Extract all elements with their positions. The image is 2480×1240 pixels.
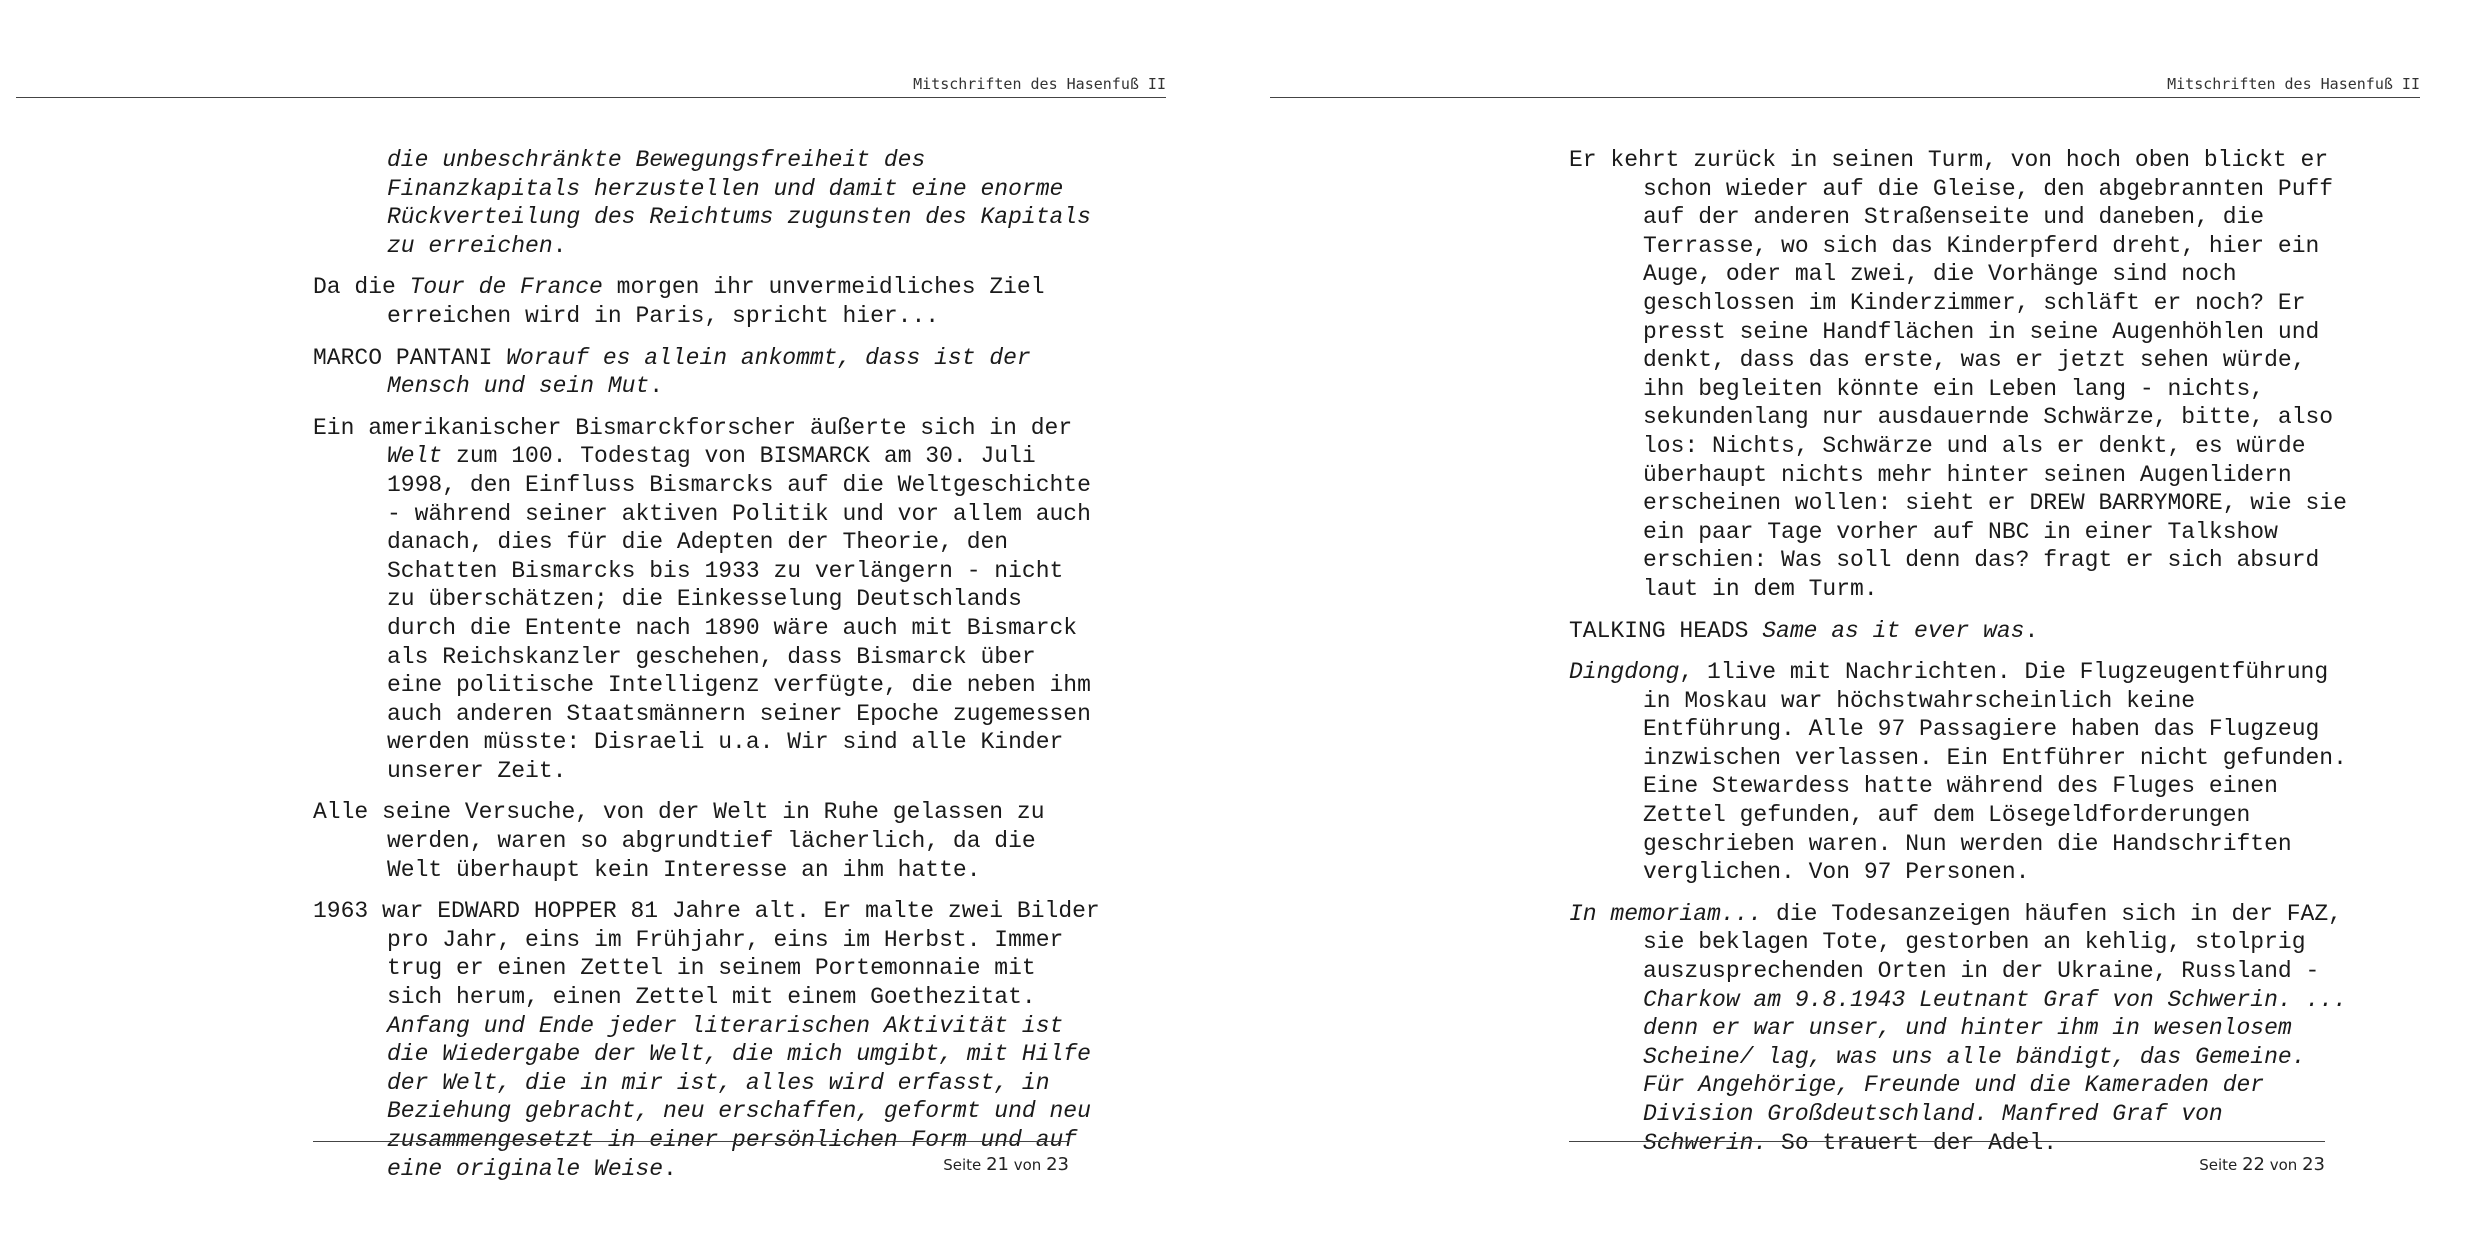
page-footer <box>313 1154 1069 1175</box>
text-run: Alle seine Versuche, von der Welt in Ruhe gelassen zu werden, waren so abgrundtief lächerlich, da die Welt überhaupt kein Interesse an ihm hatte. <box>313 799 1045 883</box>
running-head: Mitschriften des Hasenfuß II <box>2167 75 2420 93</box>
page-total: 23 <box>2302 1154 2325 1175</box>
text-run: 1963 war EDWARD HOPPER 81 Jahre alt. Er malte zwei Bilder pro Jahr, eins im Frühjahr, eins im Herbst. Immer trug er einen Zettel in seinem Portemonnaie mit sich herum, einen Zettel mit einem Goethezitat. <box>313 898 1100 1011</box>
footer-rule <box>313 1141 1069 1142</box>
paragraph <box>313 146 1103 260</box>
running-head: Mitschriften des Hasenfuß II <box>913 75 1166 93</box>
text-run: . <box>2024 617 2039 644</box>
paragraph <box>1569 900 2359 1157</box>
footer-of: von <box>1013 1156 1042 1174</box>
italic-text: Dingdong <box>1569 659 1680 686</box>
page-number: 21 <box>986 1154 1009 1175</box>
page-footer <box>1569 1154 2325 1175</box>
footer-rule <box>1569 1141 2325 1142</box>
footer-prefix: Seite <box>2199 1156 2238 1174</box>
italic-text: In memoriam... <box>1569 900 1763 927</box>
paragraph <box>313 273 1103 330</box>
text-run: die Todesanzeigen häufen sich in der FAZ, sie beklagen Tote, gestorben an kehlig, stolprig auszusprechenden Orten in der Ukraine, Russland - <box>1643 900 2342 985</box>
footer-of: von <box>2269 1156 2298 1174</box>
page-number: 22 <box>2242 1154 2265 1175</box>
italic-text: Same as it ever was <box>1762 617 2025 644</box>
text-run: . <box>649 373 664 400</box>
paragraph <box>313 344 1103 401</box>
paragraph <box>313 414 1103 786</box>
page-total: 23 <box>1046 1154 1069 1175</box>
right-page <box>1240 0 2480 1240</box>
italic-text: die unbeschränkte Bewegungsfreiheit des Finanzkapitals herzustellen und damit eine enorme Rückverteilung des Reichtums zugunsten des Kapitals zu erreichen <box>387 147 1091 259</box>
paragraph <box>1569 617 2359 646</box>
page-body <box>1569 146 2359 1170</box>
text-run: TALKING HEADS <box>1569 617 1763 644</box>
text-run: . <box>552 232 567 259</box>
italic-text: Tour de France <box>409 274 603 301</box>
paragraph <box>1569 658 2359 887</box>
italic-text: Charkow am 9.8.1943 Leutnant Graf von Schwerin. ... denn er war unser, und hinter ihm in wesenlosem Scheine/ lag, was uns alle bändigt, das Gemeine. Für Angehörige, Freunde und die Kameraden der Division Großdeutschland. Manfred Graf von Schwerin. <box>1643 986 2347 1156</box>
text-run: Er kehrt zurück in seinen Turm, von hoch oben blickt er schon wieder auf die Gleise, den abgebrannten Puff auf der anderen Straßenseite und daneben, die Terrasse, wo sich das Kinderpferd dreht, hier ein Auge, oder mal zwei, die Vorhänge sind noch geschlossen im Kinderzimmer, schläft er noch? Er presst seine Handflächen in seine Augenhöhlen und denkt, dass das erste, was er jetzt sehen würde, ihn begleiten könnte ein Leben lang - nichts, sekundenlang nur ausdauernde Schwärze, bitte, also los: Nichts, Schwärze und als er denkt, es würde überhaupt nichts mehr hinter seinen Augenlidern erscheinen wollen: sieht er DREW BARRYMORE, wie sie ein paar Tage vorher auf NBC in einer Talkshow erschien: Was soll denn das? fragt er sich absurd laut in dem Turm. <box>1569 147 2347 602</box>
footer-prefix: Seite <box>943 1156 982 1174</box>
text-run: morgen ihr unvermeidliches Ziel erreichen wird in Paris, spricht hier... <box>387 274 1045 329</box>
italic-text: Anfang und Ende jeder literarischen Aktivität ist die Wiedergabe der Welt, die mich umgibt, mit Hilfe der Welt, die in mir ist, alles wird erfasst, in Beziehung gebracht, neu erschaffen, geformt und neu zusammengesetzt in einer persönlichen Form und auf eine originale Weise <box>387 1012 1091 1182</box>
header-rule <box>16 97 1166 98</box>
page-body <box>313 146 1103 1196</box>
text-run: , 1live mit Nachrichten. Die Flugzeugentführung in Moskau war höchstwahrscheinlich keine Entführung. Alle 97 Passagiere haben das Flugzeug inzwischen verlassen. Ein Entführer nicht gefunden. Eine Stewardess hatte während des Fluges einen Zettel gefunden, auf dem Lösegeldforderungen geschrieben waren. Nun werden die Handschriften verglichen. Von 97 Personen. <box>1643 659 2347 886</box>
italic-text: Worauf es allein ankommt, dass ist der Mensch und sein Mut <box>387 344 1031 400</box>
paragraph <box>1569 146 2359 604</box>
text-run: . <box>663 1155 677 1182</box>
text-run: zum 100. Todestag von BISMARCK am 30. Juli 1998, den Einfluss Bismarcks auf die Weltgeschichte - während seiner aktiven Politik und vor allem auch danach, dies für die Adepten der Theorie, den Schatten Bismarcks bis 1933 zu verlängern - nicht zu überschätzen; die Einkesselung Deutschlands durch die Entente nach 1890 wäre auch mit Bismarck als Reichskanzler geschehen, dass Bismarck über eine politische Intelligenz verfügte, die neben ihm auch anderen Staatsmännern seiner Epoche zugemessen werden müsste: Disraeli u.a. Wir sind alle Kinder unserer Zeit. <box>387 443 1091 784</box>
text-run: Ein amerikanischer Bismarckforscher äußerte sich in der <box>313 414 1073 441</box>
header-rule <box>1270 97 2420 98</box>
text-run: Da die <box>313 274 410 301</box>
text-run: MARCO PANTANI <box>313 344 507 371</box>
text-run: So trauert der Adel. <box>1767 1129 2058 1156</box>
paragraph <box>313 798 1103 884</box>
italic-text: Welt <box>387 443 443 470</box>
